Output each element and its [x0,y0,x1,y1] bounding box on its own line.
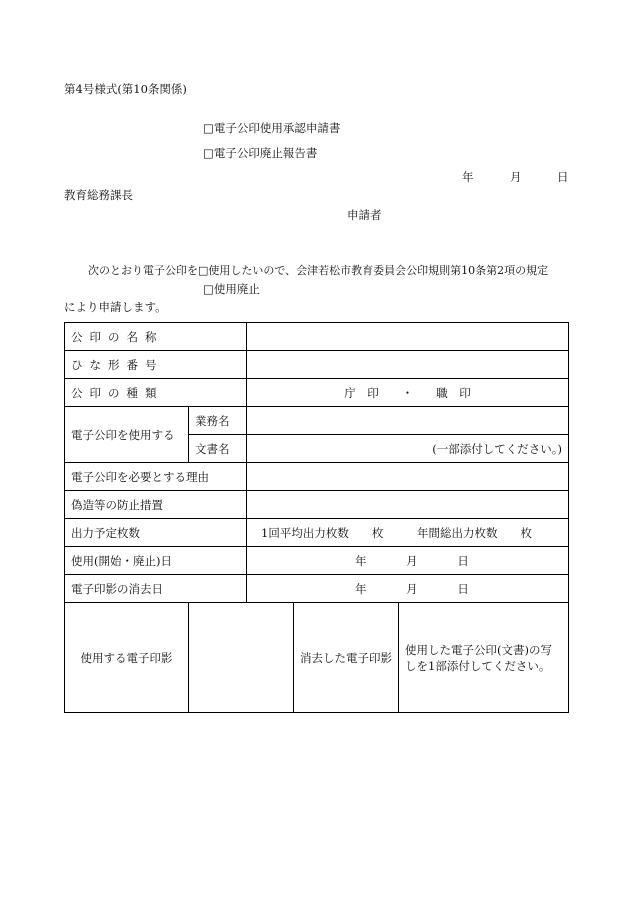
table-row [65,463,569,491]
seal-type-options[interactable]: 庁 印 ・ 職 印 [247,379,569,407]
use-electronic-seal-label: 電子公印を使用する [65,407,189,463]
reason-label: 電子公印を必要とする理由 [65,463,247,491]
table-row [65,603,569,713]
attach-note: (一部添付してください。) [432,441,563,456]
use-date-month: 月 [406,553,418,568]
erase-date-label: 電子印影の消去日 [65,575,247,603]
seal-name-label: 公印の名称 [65,323,247,351]
body-line-2: により申請します。 [64,300,167,314]
table-row [65,519,569,547]
document-name-field[interactable] [247,435,569,463]
date-line [0,169,630,185]
document-name-label: 文書名 [189,435,247,463]
planned-output-field[interactable] [247,519,569,547]
reason-field[interactable] [247,463,569,491]
use-date-day: 日 [457,553,469,568]
use-date-field[interactable] [247,547,569,575]
seal-image-erased-label: 消去した電子印影 [294,603,399,713]
copy-note: 使用した電子公印(文書)の写しを1部添付してください。 [399,603,569,713]
date-year-label: 年 [462,170,474,184]
table-row [65,407,569,435]
template-number-field[interactable] [247,351,569,379]
seal-image-used-field[interactable] [189,603,294,713]
forgery-prevention-label: 偽造等の防止措置 [65,491,247,519]
title-option-abolition: □電子公印廃止報告書 [203,146,318,160]
avg-output-label: 1回平均出力枚数 枚 [261,525,384,540]
body-option-abolish: □使用廃止 [203,282,260,296]
addressee: 教育総務課長 [64,188,133,202]
form-number: 第4号様式(第10条関係) [64,82,187,96]
table-row [65,575,569,603]
title-option-approval: □電子公印使用承認申請書 [203,121,341,135]
body-line-1: 次のとおり電子公印を□使用したいので、会津若松市教育委員会公印規則第10条第2項の規定 [88,264,549,277]
forgery-prevention-field[interactable] [247,491,569,519]
template-number-label: ひな形番号 [65,351,247,379]
erase-date-year: 年 [355,581,367,596]
business-name-label: 業務名 [189,407,247,435]
use-date-label: 使用(開始・廃止)日 [65,547,247,575]
seal-name-field[interactable] [247,323,569,351]
annual-output-label: 年間総出力枚数 枚 [416,525,532,540]
application-table [64,322,569,713]
erase-date-day: 日 [457,581,469,596]
business-name-field[interactable] [247,407,569,435]
table-row [65,547,569,575]
table-row [65,379,569,407]
seal-image-used-label: 使用する電子印影 [65,603,189,713]
use-date-year: 年 [355,553,367,568]
table-row [65,351,569,379]
erase-date-month: 月 [406,581,418,596]
date-day-label: 日 [557,170,569,184]
applicant-label: 申請者 [347,208,382,222]
table-row [65,491,569,519]
date-month-label: 月 [510,170,522,184]
erase-date-field[interactable] [247,575,569,603]
planned-output-label: 出力予定枚数 [65,519,247,547]
table-row [65,323,569,351]
seal-type-label: 公印の種類 [65,379,247,407]
